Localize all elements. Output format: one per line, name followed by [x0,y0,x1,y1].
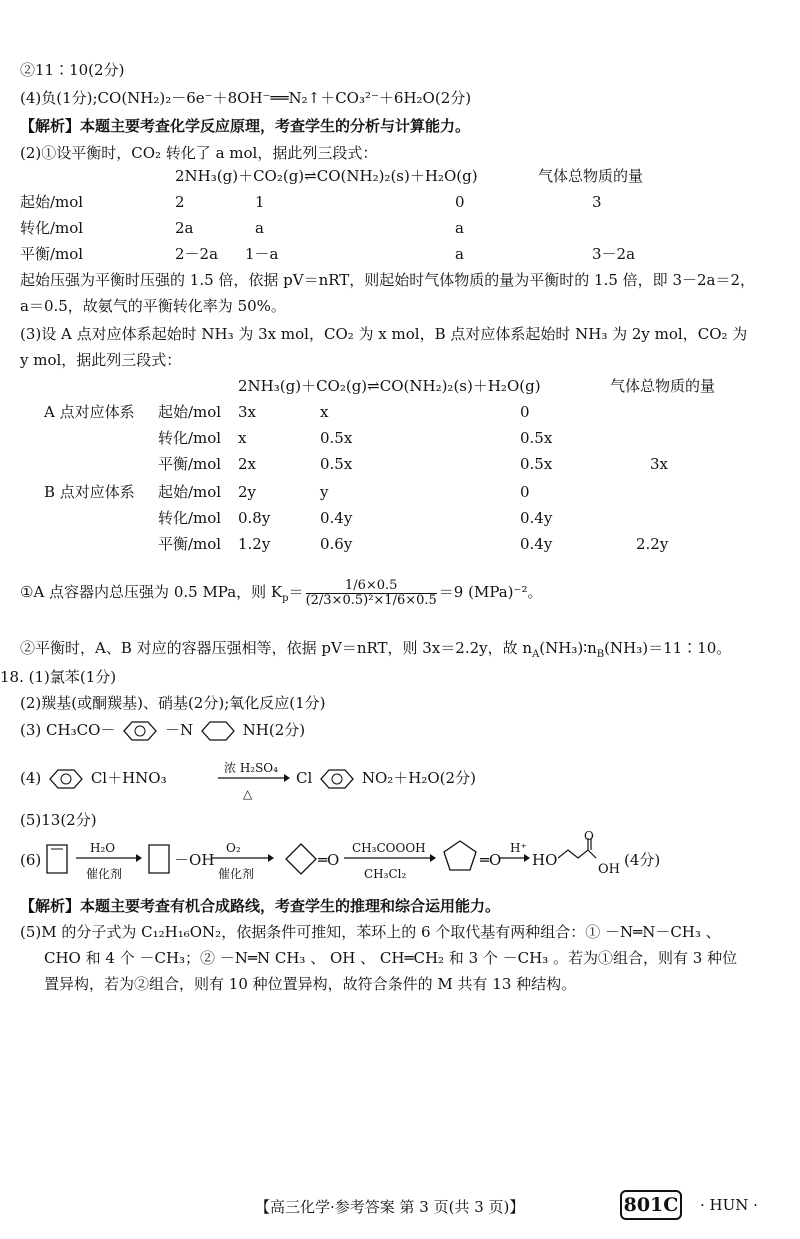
benzene-ring-icon [320,769,354,789]
table2-cell: 0.8y [238,509,271,527]
q6-ketone: ═O [318,851,340,869]
analysis-5-line-2: CHO 和 4 个 －CH₃；② －N═N CH₃ 、 OH 、 CH═CH₂ 和 3 个 －CH₃ 。若为①组合，则有 3 种位 [44,949,738,967]
q4-condition-top: 浓 H₂SO₄ [224,761,278,775]
table2-cell: 2x [238,455,257,473]
kp-numerator: 1/6×0.5 [306,579,437,594]
table2-row-label: 转化/mol [158,509,222,527]
table2-cell: 0.4y [520,535,553,553]
r3-bottom: CH₃Cl₂ [364,867,407,881]
table2-cell: 0.5x [320,455,353,473]
table2-cell: 1.2y [238,535,271,553]
table2-cell: x [320,403,329,421]
answer-line-ratio: ②11∶10(2分) [20,61,125,79]
table2-cell: 0.6y [320,535,353,553]
q18-3-structure: (3) CH₃CO－ －N NH(2分) [20,721,306,739]
benzene-ring-icon [49,769,83,789]
table1-cell: a [455,219,464,237]
table2-cell: 3x [238,403,257,421]
cyclobutanone-ring-icon [284,842,318,876]
table2-row-label: 平衡/mol [158,535,222,553]
table1-cell: 0 [455,193,465,211]
analysis-line-2: (2)①设平衡时，CO₂ 转化了 a mol，据此列三段式： [20,144,378,162]
paper-code: 801C [620,1190,682,1220]
q6-product-ho: HO [532,851,558,869]
table1-row-label: 起始/mol [20,193,84,211]
footer-title: 【高三化学·参考答案 第 3 页(共 3 页)】 [255,1198,525,1216]
table2-cell: y [320,483,329,501]
kp-prefix: ①A 点容器内总压强为 0.5 MPa，则 K [20,583,283,601]
table1-row-label: 平衡/mol [20,245,84,263]
kp-line: ①A 点容器内总压强为 0.5 MPa，则 $K_p=$ $\frac{1/6\times 0.5}{\text{(2/3×0.5)²×1/6×0.5}}$ ＝9 (MPa)⁻²。 [20,577,543,608]
table1-cell: 1－a [245,245,279,263]
reaction-arrow-icon [344,853,436,863]
table1-cell: a [255,219,264,237]
q4-prefix: (4) [20,769,42,787]
analysis-heading-1: 【解析】本题主要考查化学反应原理，考查学生的分析与计算能力。 [20,117,471,135]
q18-2: (2)羰基(或酮羰基)、硝基(2分);氧化反应(1分) [20,694,326,712]
q6-label: (6) [20,851,42,869]
r1-top: H₂O [90,841,116,855]
r1-bottom: 催化剂 [86,867,123,881]
table2-group-b: B 点对应体系 [44,483,135,501]
table2-row-label: 起始/mol [158,483,222,501]
table2-cell: 0.5x [520,455,553,473]
table1-row-label: 转化/mol [20,219,84,237]
q6-acid-o: O [584,829,594,843]
table2-cell: 2y [238,483,257,501]
table1-cell: 1 [255,193,265,211]
kp-subscript: p [282,593,289,604]
r2-bottom: 催化剂 [218,867,255,881]
table2-group-a: A 点对应体系 [44,403,135,421]
r2-top: O₂ [226,841,241,855]
q6-oh: －OH [174,851,215,869]
q6-lactone-o: ═O [480,851,502,869]
table1-total-header: 气体总物质的量 [538,167,644,185]
reaction-arrow-icon [76,853,142,863]
q6-acid-oh: OH [598,862,620,877]
q6-score: (4分) [624,851,661,869]
table2-cell: 0.5x [320,429,353,447]
q6-oh-text: OH [189,851,215,869]
table1-cell: 3 [592,193,602,211]
reaction-arrow-icon [500,853,530,863]
q18-5: (5)13(2分) [20,811,97,829]
nb-sub: B [596,649,605,660]
q4-condition-bottom: △ [243,787,253,801]
analysis-line-pressure: 起始压强为平衡时压强的 1.5 倍，依据 pV＝nRT，则起始时气体物质的量为平衡时的 1.5 倍，即 3－2a＝2， [20,271,756,289]
analysis-5-line-1: (5)M 的分子式为 C₁₂H₁₆ON₂，依据条件可推知，苯环上的 6 个取代基有两种组合：① －N═N－CH₃ 、 [20,923,721,941]
kp-denominator: (2/3×0.5)²×1/6×0.5 [305,592,437,608]
benzene-ring-icon [123,721,157,741]
table2-equation: 2NH₃(g)＋CO₂(g)⇌CO(NH₂)₂(s)＋H₂O(g) [238,377,541,395]
table2-cell: 0 [520,483,530,501]
table1-cell: 2a [175,219,194,237]
cyclobutene-icon [44,842,70,876]
table1-cell: a [455,245,464,263]
q4-reactants: Cl＋HNO₃ [90,769,167,787]
analysis-line-conversion: a＝0.5，故氨气的平衡转化率为 50%。 [20,297,286,315]
table2-cell: 0.4y [520,509,553,527]
analysis-line-3b: y mol，据此列三段式： [20,351,182,369]
q4-products [296,768,476,789]
table2-total-header: 气体总物质的量 [610,377,716,395]
eq-text-3: (NH₃)＝11∶10。 [604,639,732,657]
table2-cell: 0.5x [520,429,553,447]
table2-row-label: 平衡/mol [158,455,222,473]
r3-top: CH₃COOOH [352,841,426,855]
table1-cell: 2 [175,193,185,211]
lactone-o-text: O [489,851,502,869]
reaction-arrow-icon [212,853,274,863]
analysis-5-line-3: 置异构，若为②组合，则有 10 种位置异构，故符合条件的 M 共有 13 种结构。 [44,975,577,993]
table2-cell: x [238,429,247,447]
cyclobutanol-ring-icon [146,842,172,876]
na-sub: A [532,649,540,660]
table2-cell: 0.4y [320,509,353,527]
product-chain-icon [558,836,602,866]
lactone-ring-icon [440,838,480,874]
table2-cell: 2.2y [636,535,669,553]
table2-cell: 0 [520,403,530,421]
q4-suffix: NO₂＋H₂O(2分) [361,769,476,787]
q18-1: 18. (1)氯苯(1分) [0,668,117,686]
eq-text-2: (NH₃)∶n [539,639,597,657]
table2-row-label: 起始/mol [158,403,222,421]
analysis-heading-2: 【解析】本题主要考查有机合成路线，考查学生的推理和综合运用能力。 [20,897,501,915]
q3-suffix: NH(2分) [242,721,306,739]
kp-fraction [306,579,437,608]
table2-cell: 3x [650,455,669,473]
kp-suffix: ＝9 (MPa)⁻²。 [438,583,543,601]
eq-text-1: ②平衡时，A、B 对应的容器压强相等，依据 pV＝nRT，则 3x＝2.2y，故 n [20,639,533,657]
footer-region: · HUN · [700,1196,758,1214]
q4-cl: Cl [296,769,313,787]
q18-4-reaction [20,768,167,789]
table1-cell: 2－2a [175,245,219,263]
analysis-line-equal-pressure [20,638,731,665]
table2-row-label: 转化/mol [158,429,222,447]
piperazine-ring-icon [201,721,235,741]
q3-prefix: (3) CH₃CO－ [20,721,116,739]
reaction-arrow-icon [218,772,290,784]
table1-cell: 3－2a [592,245,636,263]
r4-top: H⁺ [510,841,527,855]
table1-equation: 2NH₃(g)＋CO₂(g)⇌CO(NH₂)₂(s)＋H₂O(g) [175,167,478,185]
analysis-line-3: (3)设 A 点对应体系起始时 NH₃ 为 3x mol，CO₂ 为 x mol，B 点对应体系起始时 NH₃ 为 2y mol，CO₂ 为 [20,325,748,343]
answer-line-4: (4)负(1分);CO(NH₂)₂－6e⁻＋8OH⁻══N₂↑＋CO₃²⁻＋6H₂O(2分) [20,89,472,107]
